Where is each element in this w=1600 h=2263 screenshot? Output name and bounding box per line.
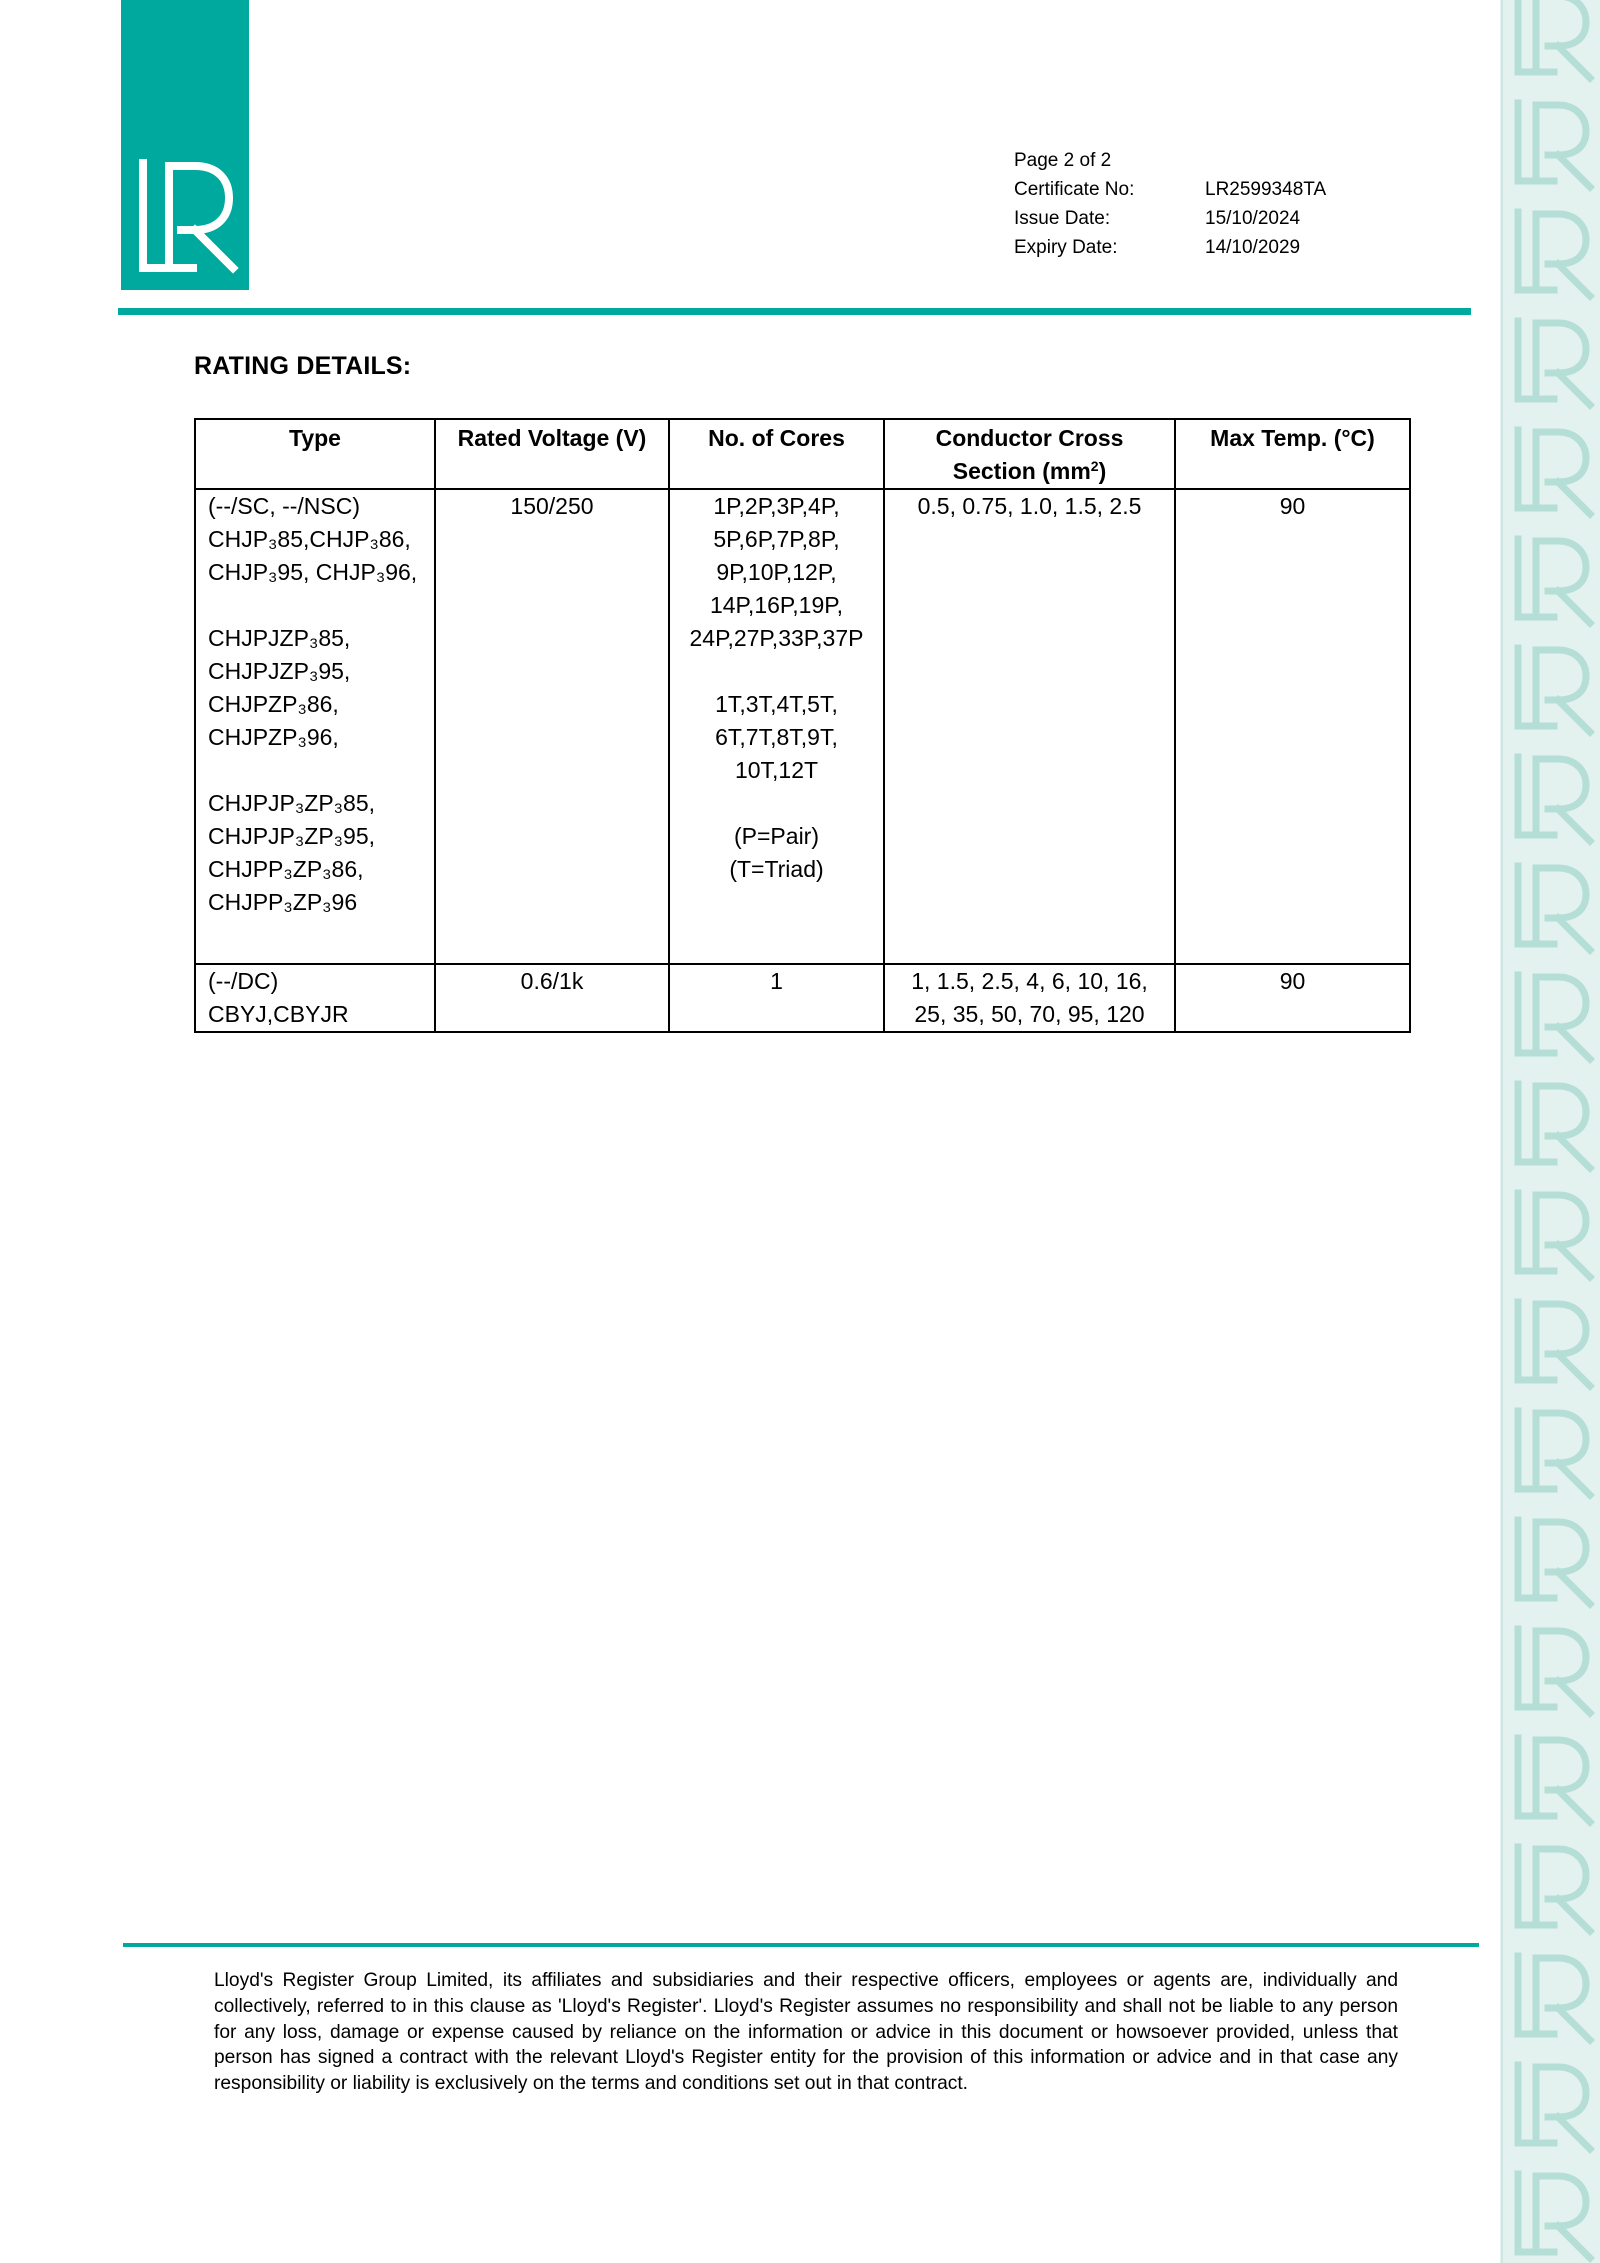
table-header-row: [195, 419, 1410, 489]
row1-voltage-cell: 150/250: [435, 489, 669, 964]
lr-watermark-icon: [1508, 1288, 1598, 1394]
cores-line: 9P,10P,12P,: [716, 559, 837, 585]
type-designation-line: CHJPZP₃86,: [208, 691, 339, 717]
section-title: RATING DETAILS:: [194, 352, 412, 380]
lr-logo: [121, 0, 249, 290]
type-designation-line: CHJPP₃ZP₃86,: [208, 856, 364, 882]
row2-cores-cell: 1: [669, 964, 884, 1032]
row1-temp-cell: 90: [1175, 489, 1410, 964]
line-gap: [208, 754, 434, 787]
certificate-header: [1014, 146, 1414, 262]
type-designation-line: (--/SC, --/NSC): [208, 493, 361, 519]
header-section-text: Section (mm: [952, 458, 1091, 484]
lr-watermark-icon: [1508, 0, 1598, 86]
line-gap: [670, 655, 883, 688]
lr-watermark-icon: [1508, 961, 1598, 1067]
lr-watermark-icon: [1508, 1615, 1598, 1721]
issue-date-label: Issue Date:: [1014, 208, 1111, 229]
type-designation-line: CHJPJP₃ZP₃85,: [208, 790, 375, 816]
type-designation-line: CHJPZP₃96,: [208, 724, 339, 750]
certificate-number: LR2599348TA: [1205, 179, 1327, 200]
page-number-text: Page 2 of 2: [1014, 150, 1112, 171]
lr-watermark-icon: [1508, 2160, 1598, 2263]
type-designation-line: CHJP₃95, CHJP₃96,: [208, 559, 418, 585]
cores-line: 1P,2P,3P,4P,: [713, 493, 840, 519]
row2-type-cell: [195, 964, 435, 1032]
lr-watermark-icon: [1508, 1397, 1598, 1503]
lr-watermark-icon: [1508, 416, 1598, 522]
lr-watermark-icon: [1508, 2051, 1598, 2157]
cores-line: 24P,27P,33P,37P: [689, 625, 864, 651]
cores-line: 6T,7T,8T,9T,: [715, 724, 838, 750]
lr-watermark-icon: [1508, 525, 1598, 631]
disclaimer-text: Lloyd's Register Group Limited, its affiliates and subsidiaries and their respective officers, employees or agents are, individually and collectively, referred to in this clause as 'Lloyd's Register'. Lloyd's Register assumes no responsibility and shall not be liable to any person for any loss, damage or expense caused by reliance on the information or advice in this document or howsoever provided, unless that person has signed a contract with the relevant Lloyd's Register entity for the provision of this information or advice and in that case any responsibility or liability is exclusively on the terms and conditions set out in that contract.: [214, 1970, 1398, 2095]
row2-voltage-cell: 0.6/1k: [435, 964, 669, 1032]
page-indicator: [1014, 146, 1414, 175]
header-section-line-2: [885, 455, 1174, 488]
type-designation-line: CHJPJZP₃95,: [208, 658, 351, 684]
type-designation-line: CHJPJP₃ZP₃95,: [208, 823, 375, 849]
lr-watermark-icon: [1508, 1179, 1598, 1285]
header-max-temp: Max Temp. (°C): [1175, 419, 1410, 489]
cores-line: (T=Triad): [729, 856, 824, 882]
expiry-date-label: Expiry Date:: [1014, 237, 1118, 258]
rating-details-table: [194, 418, 1411, 1033]
certificate-label: Certificate No:: [1014, 179, 1135, 200]
row2-section-cell: [884, 964, 1175, 1032]
header-type: Type: [195, 419, 435, 489]
issue-date: 15/10/2024: [1205, 208, 1301, 229]
header-no-of-cores: No. of Cores: [669, 419, 884, 489]
header-section-sup: 2: [1090, 458, 1099, 474]
table-row: [195, 489, 1410, 964]
row2-temp-cell: 90: [1175, 964, 1410, 1032]
row2-section-line: 1, 1.5, 2.5, 4, 6, 10, 16,: [911, 968, 1148, 994]
expiry-date: 14/10/2029: [1205, 237, 1301, 258]
footer-divider: [123, 1943, 1479, 1947]
lr-watermark-icon: [1508, 634, 1598, 740]
lr-watermark-icon: [1508, 1724, 1598, 1830]
row2-section-line: 25, 35, 50, 70, 95, 120: [914, 1001, 1145, 1027]
cores-line: 1T,3T,4T,5T,: [715, 691, 838, 717]
type-designation-line: CHJPP₃ZP₃96: [208, 889, 358, 915]
line-gap: [208, 589, 434, 622]
header-section-line-1: Conductor Cross: [935, 425, 1124, 451]
row1-type-cell: [195, 489, 435, 964]
type-designation-line: CHJP₃85,CHJP₃86,: [208, 526, 411, 552]
header-divider: [118, 308, 1471, 315]
lr-watermark-icon: [1508, 852, 1598, 958]
cores-line: 14P,16P,19P,: [709, 592, 844, 618]
lr-watermark-icon: [1508, 198, 1598, 304]
issue-date-row: [1014, 204, 1414, 233]
lr-watermark-icon: [1508, 1070, 1598, 1176]
lr-watermark-icon: [1508, 1942, 1598, 2048]
lr-watermark-icon: [1508, 89, 1598, 195]
lr-watermark-icon: [1508, 307, 1598, 413]
row1-cores-cell: [669, 489, 884, 964]
line-gap: [670, 787, 883, 820]
type-designation-line: CHJPJZP₃85,: [208, 625, 351, 651]
lr-watermark-icon: [1508, 1506, 1598, 1612]
certificate-number-row: [1014, 175, 1414, 204]
cores-line: (P=Pair): [734, 823, 819, 849]
lr-watermark-icon: [1508, 1833, 1598, 1939]
header-section-close: ): [1098, 458, 1107, 484]
lr-watermark-icon: [1508, 743, 1598, 849]
row2-type-line: (--/DC): [208, 968, 279, 994]
table-row: [195, 964, 1410, 1032]
row1-section-cell: 0.5, 0.75, 1.0, 1.5, 2.5: [884, 489, 1175, 964]
cores-line: 10T,12T: [734, 757, 819, 783]
row2-type-line: CBYJ,CBYJR: [208, 1001, 349, 1027]
expiry-date-row: [1014, 233, 1414, 262]
watermark-strip-edge: [1501, 0, 1503, 2263]
cores-line: 5P,6P,7P,8P,: [713, 526, 840, 552]
header-rated-voltage: Rated Voltage (V): [435, 419, 669, 489]
header-conductor-cross-section: [884, 419, 1175, 489]
